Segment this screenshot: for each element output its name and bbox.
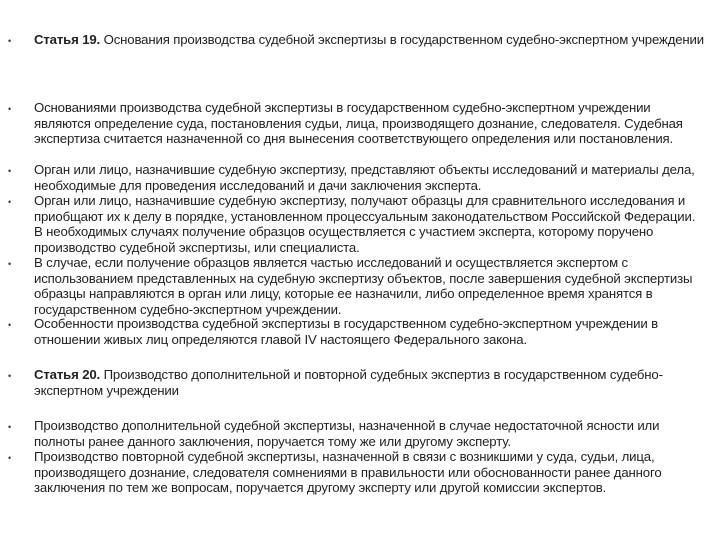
bullet-marker: •: [8, 259, 12, 269]
bullet-marker: •: [8, 104, 12, 114]
bullet-marker: •: [8, 320, 12, 330]
bullet-marker: •: [8, 166, 12, 176]
bullet-marker: •: [8, 453, 12, 463]
paragraph-text: Производство повторной судебной экспертизы, назначенной в связи с возникшими у суда, судьи, лица, производящего дознание, следователя сомнениями в правильности или обоснованности ранее данного заключения по тем же вопросам, поручается другому эксперту или другой комиссии экспертов.: [34, 449, 662, 496]
article-20-heading: [34, 367, 706, 398]
bullet-marker: •: [8, 197, 12, 207]
bullet-marker: •: [8, 371, 12, 381]
bullet-marker: •: [8, 422, 12, 432]
article-number: Статья 20.: [34, 367, 101, 382]
paragraph-text: Орган или лицо, назначившие судебную экспертизу, представляют объекты исследований и материалы дела, необходимые для проведения исследований и дачи заключения эксперта.: [34, 162, 695, 193]
article-number: Статья 19.: [34, 32, 101, 47]
paragraph: [34, 255, 706, 317]
paragraph: [34, 316, 706, 347]
paragraph-text: Орган или лицо, назначившие судебную экспертизу, получают образцы для сравнительного исследования и приобщают их к делу в порядке, установленном процессуальным законодательством Российской Федерации. В необходимых случаях получение образцов осуществляется с участием эксперта, которому поручено производство судебной экспертизы, или специалиста.: [34, 193, 696, 255]
paragraph-text: Особенности производства судебной экспертизы в государственном судебно-экспертном учреждении в отношении живых лиц определяются главой IV настоящего Федерального закона.: [34, 316, 658, 347]
paragraph: [34, 193, 706, 255]
paragraph: [34, 100, 706, 147]
paragraph: [34, 162, 706, 193]
paragraph: [34, 449, 706, 496]
article-title: Основания производства судебной экспертизы в государственном судебно-экспертном учреждении: [100, 32, 704, 47]
article-19-heading: [34, 32, 706, 48]
paragraph-text: В случае, если получение образцов является частью исследований и осуществляется экспертом с использованием представленных на судебную экспертизу объектов, после завершения судебной экспертизы образцы направляются в орган или лицу, которые ее назначили, либо определенное время хранятся в государственном судебно-экспертном учреждении.: [34, 255, 693, 317]
paragraph-text: Производство дополнительной судебной экспертизы, назначенной в случае недостаточной ясности или полноты ранее данного заключения, поручается тому же или другому эксперту.: [34, 418, 660, 449]
paragraph-text: Основаниями производства судебной экспертизы в государственном судебно-экспертном учреждении являются определение суда, постановления судьи, лица, производящего дознание, следователя. Судебная экспертиза считается назначенной со дня вынесения соответствующего определения или постановления.: [34, 100, 683, 147]
article-title: Производство дополнительной и повторной судебных экспертиз в государственном судебно-экспертном учреждении: [34, 367, 663, 398]
paragraph: [34, 418, 706, 449]
bullet-marker: •: [8, 36, 12, 46]
